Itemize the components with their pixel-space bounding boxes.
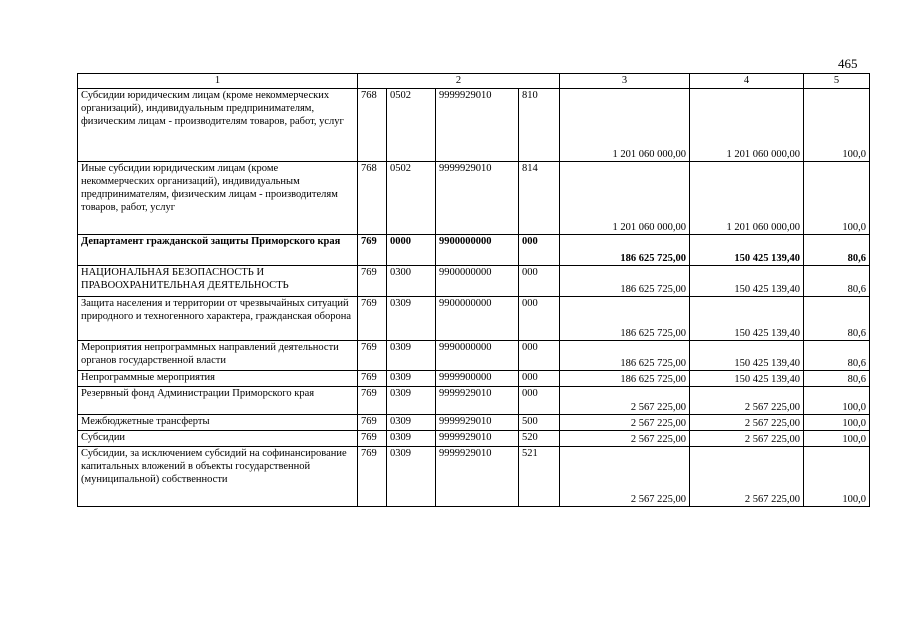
row-code-section: 0309 xyxy=(387,297,436,341)
row-code-section: 0309 xyxy=(387,341,436,371)
row-code-section: 0502 xyxy=(387,162,436,235)
table-row xyxy=(78,89,870,162)
row-code-section: 0309 xyxy=(387,431,436,447)
row-code-article: 9900000000 xyxy=(436,266,519,297)
header-col-4: 4 xyxy=(690,74,804,89)
row-percent-value: 100,0 xyxy=(804,162,870,235)
header-col-2: 2 xyxy=(358,74,560,89)
header-col-1: 1 xyxy=(78,74,358,89)
table-row xyxy=(78,341,870,371)
row-plan-value: 2 567 225,00 xyxy=(560,415,690,431)
row-code-type: 810 xyxy=(519,89,560,162)
row-code-article: 9999929010 xyxy=(436,447,519,507)
row-code-admin: 768 xyxy=(358,89,387,162)
table-row xyxy=(78,162,870,235)
row-code-admin: 769 xyxy=(358,235,387,266)
row-code-section: 0309 xyxy=(387,387,436,415)
row-code-type: 000 xyxy=(519,341,560,371)
budget-table xyxy=(77,73,870,507)
row-percent-value: 80,6 xyxy=(804,266,870,297)
page-number: 465 xyxy=(838,56,858,71)
row-plan-value: 1 201 060 000,00 xyxy=(560,162,690,235)
row-plan-value: 186 625 725,00 xyxy=(560,235,690,266)
row-percent-value: 100,0 xyxy=(804,89,870,162)
row-code-article: 9990000000 xyxy=(436,341,519,371)
row-code-section: 0309 xyxy=(387,447,436,507)
row-code-section: 0502 xyxy=(387,89,436,162)
row-code-admin: 769 xyxy=(358,266,387,297)
table-row xyxy=(78,431,870,447)
row-percent-value: 100,0 xyxy=(804,431,870,447)
row-plan-value: 186 625 725,00 xyxy=(560,341,690,371)
row-plan-value: 1 201 060 000,00 xyxy=(560,89,690,162)
row-plan-value: 2 567 225,00 xyxy=(560,387,690,415)
table-row xyxy=(78,297,870,341)
row-code-section: 0000 xyxy=(387,235,436,266)
row-plan-value: 2 567 225,00 xyxy=(560,431,690,447)
row-name: Иные субсидии юридическим лицам (кроме некоммерческих организаций), индивидуальным предпринимателям, физическим лицам - производителям товаров, работ, услуг xyxy=(78,162,358,235)
row-name: НАЦИОНАЛЬНАЯ БЕЗОПАСНОСТЬ И ПРАВООХРАНИТЕЛЬНАЯ ДЕЯТЕЛЬНОСТЬ xyxy=(78,266,358,297)
row-code-type: 500 xyxy=(519,415,560,431)
row-code-admin: 769 xyxy=(358,431,387,447)
row-code-admin: 769 xyxy=(358,371,387,387)
table-row xyxy=(78,387,870,415)
table-row xyxy=(78,371,870,387)
row-code-section: 0309 xyxy=(387,415,436,431)
row-name: Субсидии юридическим лицам (кроме некоммерческих организаций), индивидуальным предпринимателям, физическим лицам - производителям товаров, работ, услуг xyxy=(78,89,358,162)
table-row xyxy=(78,415,870,431)
row-percent-value: 80,6 xyxy=(804,341,870,371)
row-code-article: 9999929010 xyxy=(436,89,519,162)
row-actual-value: 2 567 225,00 xyxy=(690,387,804,415)
row-code-admin: 769 xyxy=(358,341,387,371)
row-code-admin: 769 xyxy=(358,447,387,507)
header-col-5: 5 xyxy=(804,74,870,89)
row-percent-value: 100,0 xyxy=(804,415,870,431)
table-header-row xyxy=(78,74,870,89)
row-code-type: 000 xyxy=(519,371,560,387)
row-name: Межбюджетные трансферты xyxy=(78,415,358,431)
row-code-article: 9999900000 xyxy=(436,371,519,387)
table-row xyxy=(78,266,870,297)
row-code-type: 000 xyxy=(519,235,560,266)
row-percent-value: 80,6 xyxy=(804,371,870,387)
row-code-type: 000 xyxy=(519,266,560,297)
row-actual-value: 150 425 139,40 xyxy=(690,371,804,387)
table-row xyxy=(78,235,870,266)
row-name: Мероприятия непрограммных направлений деятельности органов государственной власти xyxy=(78,341,358,371)
row-code-article: 9900000000 xyxy=(436,235,519,266)
row-percent-value: 80,6 xyxy=(804,235,870,266)
row-name: Непрограммные мероприятия xyxy=(78,371,358,387)
row-code-type: 000 xyxy=(519,297,560,341)
row-code-section: 0300 xyxy=(387,266,436,297)
row-plan-value: 2 567 225,00 xyxy=(560,447,690,507)
row-code-article: 9999929010 xyxy=(436,162,519,235)
row-plan-value: 186 625 725,00 xyxy=(560,371,690,387)
row-actual-value: 1 201 060 000,00 xyxy=(690,162,804,235)
row-actual-value: 2 567 225,00 xyxy=(690,447,804,507)
table-row xyxy=(78,447,870,507)
row-code-article: 9999929010 xyxy=(436,387,519,415)
row-percent-value: 80,6 xyxy=(804,297,870,341)
row-code-article: 9999929010 xyxy=(436,415,519,431)
row-name: Резервный фонд Администрации Приморского края xyxy=(78,387,358,415)
row-code-section: 0309 xyxy=(387,371,436,387)
row-code-admin: 769 xyxy=(358,387,387,415)
row-actual-value: 150 425 139,40 xyxy=(690,266,804,297)
row-code-admin: 769 xyxy=(358,297,387,341)
row-plan-value: 186 625 725,00 xyxy=(560,297,690,341)
row-percent-value: 100,0 xyxy=(804,387,870,415)
row-actual-value: 150 425 139,40 xyxy=(690,297,804,341)
row-actual-value: 150 425 139,40 xyxy=(690,235,804,266)
row-name: Субсидии xyxy=(78,431,358,447)
row-actual-value: 1 201 060 000,00 xyxy=(690,89,804,162)
row-plan-value: 186 625 725,00 xyxy=(560,266,690,297)
row-code-article: 9900000000 xyxy=(436,297,519,341)
header-col-3: 3 xyxy=(560,74,690,89)
row-code-article: 9999929010 xyxy=(436,431,519,447)
row-actual-value: 2 567 225,00 xyxy=(690,415,804,431)
row-code-type: 814 xyxy=(519,162,560,235)
row-name: Субсидии, за исключением субсидий на софинансирование капитальных вложений в объекты государственной (муниципальной) собственности xyxy=(78,447,358,507)
row-name: Защита населения и территории от чрезвычайных ситуаций природного и техногенного характера, гражданская оборона xyxy=(78,297,358,341)
row-code-admin: 768 xyxy=(358,162,387,235)
row-code-type: 520 xyxy=(519,431,560,447)
row-code-type: 000 xyxy=(519,387,560,415)
row-actual-value: 2 567 225,00 xyxy=(690,431,804,447)
row-name: Департамент гражданской защиты Приморского края xyxy=(78,235,358,266)
row-code-admin: 769 xyxy=(358,415,387,431)
row-code-type: 521 xyxy=(519,447,560,507)
row-percent-value: 100,0 xyxy=(804,447,870,507)
row-actual-value: 150 425 139,40 xyxy=(690,341,804,371)
